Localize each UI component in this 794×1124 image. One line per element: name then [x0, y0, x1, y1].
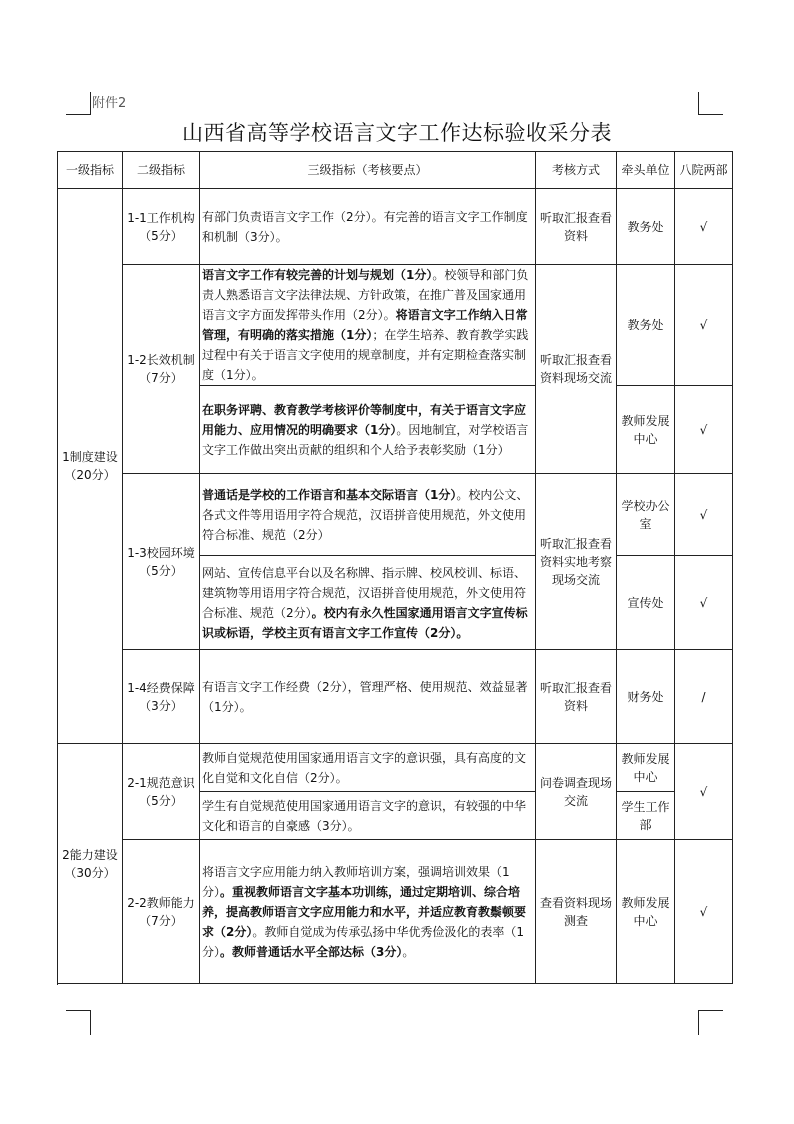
- level2-1-3: 1-3校园环境（5分）: [123, 474, 200, 650]
- level2-1-1: 1-1工作机构（5分）: [123, 189, 200, 265]
- level3-cell: 学生有自觉规范使用国家通用语言文字的意识，有较强的中华文化和语言的自豪感（3分）。: [200, 792, 536, 840]
- requirement-text: ；在学生培养、教育教学实践过程中有关于语言文字使用的规章制度，并有定期检查落实制度（1分）。: [202, 328, 529, 382]
- scoring-table-wrapper: [57, 151, 733, 984]
- requirement-text: 将语言文字应用能力纳入教师培训方案，强调培训效果（1分）: [202, 864, 510, 899]
- crop-mark-top-left: [66, 92, 91, 115]
- level3-cell: [200, 265, 536, 386]
- crop-mark-top-right: [698, 92, 723, 115]
- method-cell: 听取汇报查看资料: [536, 650, 617, 744]
- scoring-table: [57, 151, 733, 984]
- lead-unit-cell: 财务处: [617, 650, 675, 744]
- table-row: [58, 265, 733, 386]
- table-row: [58, 474, 733, 556]
- lead-unit-cell: 教师发展中心: [617, 840, 675, 984]
- requirement-text: 。校内公文、各式文件等用语用字符合规范，汉语拼音使用规范，外文使用符合标准、规范（2分）: [202, 487, 529, 542]
- table-row: [58, 840, 733, 984]
- check-mark: √: [675, 189, 733, 265]
- level3-cell: [200, 556, 536, 650]
- requirement-text: 网站、宣传信息平台以及名称牌、指示牌、校风校训、标语、建筑物等用语用字符合规范，汉语拼音使用规范，外文使用符合标准、规范（2分）: [202, 565, 527, 620]
- level2-2-1: 2-1规范意识（5分）: [123, 744, 200, 840]
- header-eight-depts: 八院两部: [675, 152, 733, 189]
- level3-cell: [200, 474, 536, 556]
- check-mark: √: [675, 840, 733, 984]
- check-mark: √: [675, 556, 733, 650]
- check-mark: √: [675, 265, 733, 386]
- header-level2: 二级指标: [123, 152, 200, 189]
- level3-cell: 有部门负责语言文字工作（2分）。有完善的语言文字工作制度和机制（3分）。: [200, 189, 536, 265]
- attachment-label: 附件2: [92, 96, 127, 111]
- table-row: [58, 650, 733, 744]
- lead-unit-cell: 学生工作部: [617, 792, 675, 840]
- key-requirement: 普通话是学校的工作语言和基本交际语言（1分）: [202, 487, 457, 502]
- page-title: 山西省高等学校语言文字工作达标验收采分表: [182, 121, 612, 145]
- key-requirement: 将语言文字工作纳入日常管理，有明确的落实措施（1分）: [202, 308, 528, 342]
- level3-cell: 有语言文字工作经费（2分），管理严格、使用规范、效益显著（1分）。: [200, 650, 536, 744]
- key-requirement: 。教师普通话水平全部达标（3分）: [220, 944, 403, 959]
- method-cell: 听取汇报查看资料现场交流: [536, 265, 617, 474]
- key-requirement: 语言文字工作有较完善的计划与规划（1分）: [202, 268, 433, 282]
- slash-mark: /: [675, 650, 733, 744]
- level2-1-4: 1-4经费保障（3分）: [123, 650, 200, 744]
- header-method: 考核方式: [536, 152, 617, 189]
- header-level3: 三级指标（考核要点）: [200, 152, 536, 189]
- key-requirement: 。重视教师语言文字基本功训练，通过定期培训、综合培养，提高教师语言文字应用能力和水平，并适应教育教鬃顿要求（2分）: [202, 884, 527, 939]
- lead-unit-cell: 学校办公室: [617, 474, 675, 556]
- level2-2-2: 2-2教师能力（7分）: [123, 840, 200, 984]
- requirement-text: 。: [402, 944, 415, 959]
- level3-cell: [200, 386, 536, 474]
- requirement-text: 。因地制宜，对学校语言文字工作做出突出贡献的组织和个人给予表彰奖励（1分）: [202, 422, 529, 457]
- table-row: [58, 744, 733, 792]
- requirement-text: 。教师自觉成为传承弘扬中华优秀俭汲化的表率（1分）: [202, 924, 524, 959]
- level1-ability: 2能力建设（30分）: [58, 744, 123, 984]
- key-requirement: 。校内有永久性国家通用语言文字宣传标识或标语，学校主页有语言文字工作宣传（2分）。: [202, 605, 528, 640]
- lead-unit-cell: 教师发展中心: [617, 386, 675, 474]
- level1-system: 1制度建设（20分）: [58, 189, 123, 744]
- lead-unit-cell: 宣传处: [617, 556, 675, 650]
- check-mark: √: [675, 474, 733, 556]
- level2-1-2: 1-2长效机制（7分）: [123, 265, 200, 474]
- method-cell: 查看资料现场测查: [536, 840, 617, 984]
- level3-cell: 教师自觉规范使用国家通用语言文字的意识强，具有高度的文化自觉和文化自信（2分）。: [200, 744, 536, 792]
- check-mark: √: [675, 386, 733, 474]
- lead-unit-cell: 教师发展中心: [617, 744, 675, 792]
- key-requirement: 在职务评聘、教育教学考核评价等制度中，有关于语言文字应用能力、应用情况的明确要求（1分）: [202, 402, 527, 437]
- requirement-text: 。校领导和部门负责人熟悉语言文字法律法规、方针政策，在推广普及国家通用语言文字方面发挥带头作用（2分）。: [202, 268, 529, 322]
- check-mark: √: [675, 744, 733, 840]
- method-cell: 听取汇报查看资料实地考察现场交流: [536, 474, 617, 650]
- crop-mark-bottom-left: [66, 1010, 91, 1035]
- lead-unit-cell: 教务处: [617, 265, 675, 386]
- method-cell: 问卷调查现场交流: [536, 744, 617, 840]
- crop-mark-bottom-right: [698, 1010, 723, 1035]
- lead-unit-cell: 教务处: [617, 189, 675, 265]
- header-level1: 一级指标: [58, 152, 123, 189]
- level3-cell: [200, 840, 536, 984]
- header-lead-unit: 牵头单位: [617, 152, 675, 189]
- table-header-row: [58, 152, 733, 189]
- table-row: [58, 189, 733, 265]
- method-cell: 听取汇报查看资料: [536, 189, 617, 265]
